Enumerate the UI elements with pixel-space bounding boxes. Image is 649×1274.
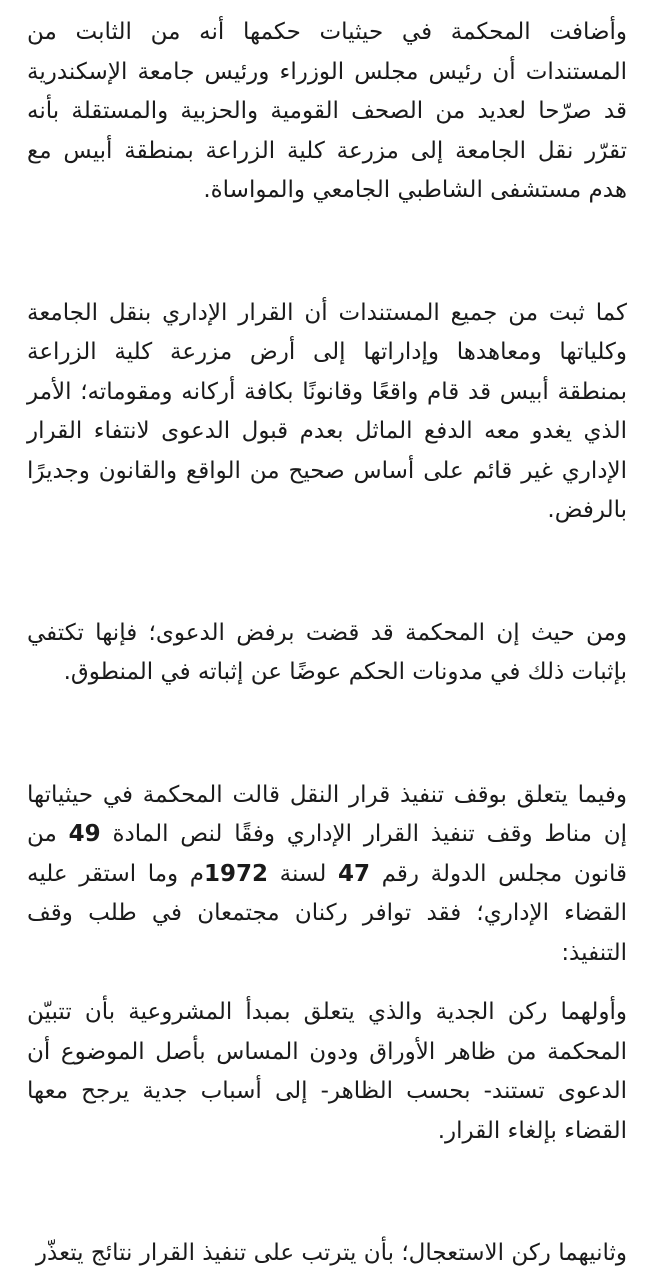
- paragraph-text: لسنة: [268, 860, 338, 887]
- article-number: 49: [68, 821, 101, 847]
- law-year: 1972: [204, 860, 269, 887]
- paragraph: كما ثبت من جميع المستندات أن القرار الإداري بنقل الجامعة وكلياتها ومعاهدها وإداراتها إلى أرض مزرعة كلية الزراعة بمنطقة أبيس قد قام واقعًا وقانونًا بكافة أركانه ومقوماته؛ الأمر الذي يغدو معه الدفع الماثل بعدم قبول الدعوى لانتفاء القرار الإداري غير قائم على أساس صحيح من الواقع والقانون وجديرًا بالرفض.: [27, 299, 627, 523]
- paragraph: وأضافت المحكمة في حيثيات حكمها أنه من الثابت من المستندات أن رئيس مجلس الوزراء ورئيس جامعة الإسكندرية قد صرّحا لعديد من الصحف القومية والحزبية والمستقلة بأنه تقرّر نقل الجامعة إلى مزرعة كلية الزراعة بمنطقة أبيس مع هدم مستشفى الشاطبي الجامعي والمواساة.: [27, 19, 627, 203]
- paragraph: وثانيهما ركن الاستعجال؛ بأن يترتب على تنفيذ القرار نتائج يتعذّر: [35, 1240, 627, 1266]
- law-number: 47: [338, 860, 371, 887]
- paragraph-text: وفيما يتعلق بوقف تنفيذ قرار النقل قالت المحكمة في حيثياتها إن مناط وقف تنفيذ القرار الإداري وفقًا لنص المادة: [27, 781, 627, 847]
- paragraph-text: من قانون مجلس الدولة رقم: [27, 821, 627, 887]
- paragraph-text: م وما استقر عليه القضاء الإداري؛ فقد توافر ركنان مجتمعان في طلب وقف التنفيذ:: [27, 860, 627, 966]
- paragraph: ومن حيث إن المحكمة قد قضت برفض الدعوى؛ فإنها تكتفي بإثبات ذلك في مدونات الحكم عوضًا عن إثباته في المنطوق.: [27, 619, 627, 685]
- paragraph-with-numbers: [27, 776, 627, 974]
- paragraph: وأولهما ركن الجدية والذي يتعلق بمبدأ المشروعية بأن تتبيّن المحكمة من ظاهر الأوراق ودون المساس بأصل الموضوع أن الدعوى تستند- بحسب الظاهر- إلى أسباب جدية يرجح معها القضاء بإلغاء القرار.: [27, 999, 627, 1144]
